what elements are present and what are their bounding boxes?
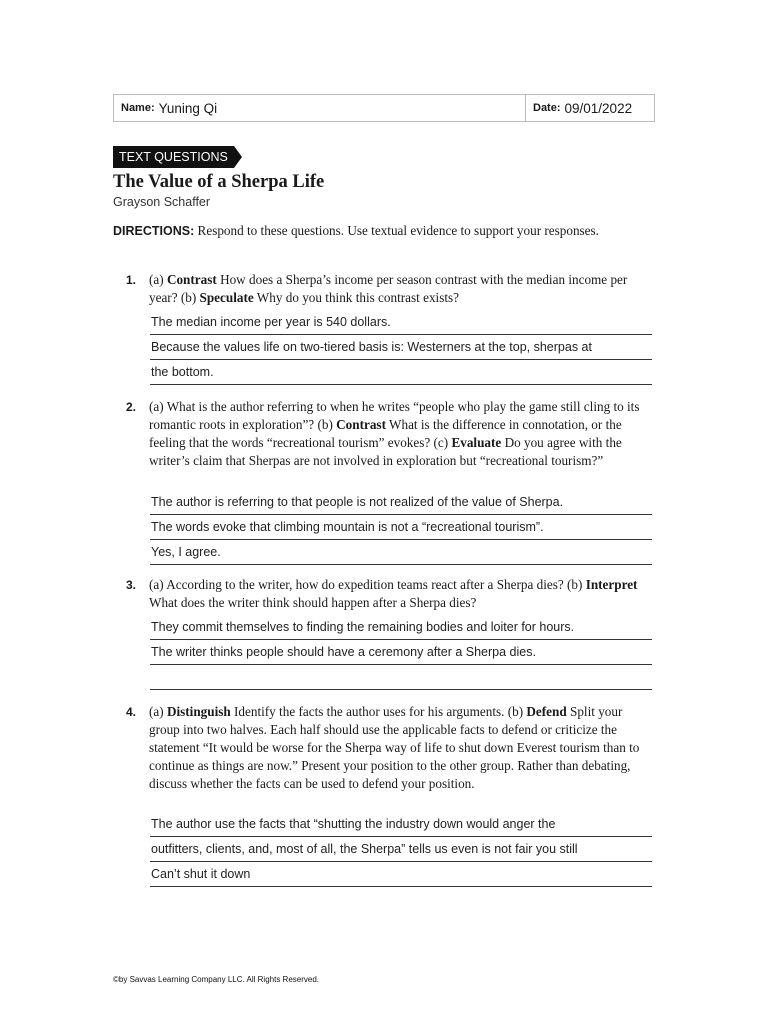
answer-line[interactable]: They commit themselves to finding the remaining bodies and loiter for hours. bbox=[150, 615, 652, 640]
question-text-segment: Why do you think this contrast exists? bbox=[253, 290, 459, 305]
page-title: The Value of a Sherpa Life bbox=[113, 172, 325, 192]
name-value: Yuning Qi bbox=[158, 100, 218, 116]
question-text-segment: Do you agree with the writer’s claim that Sherpas are not involved in exploration but “recreational tourism?” bbox=[149, 435, 622, 468]
directions bbox=[113, 222, 613, 240]
author-name: Grayson Schaffer bbox=[113, 195, 211, 209]
question-text-segment: Identify the facts the author uses for his arguments. (b) bbox=[230, 704, 527, 719]
answer-line[interactable]: Yes, I agree. bbox=[150, 540, 652, 565]
text-questions-banner bbox=[113, 146, 242, 168]
answer-line[interactable]: The writer thinks people should have a ceremony after a Sherpa dies. bbox=[150, 640, 652, 665]
answer-line[interactable] bbox=[150, 665, 652, 690]
question-keyword: Evaluate bbox=[451, 435, 502, 450]
question-keyword: Defend bbox=[526, 704, 567, 719]
date-label: Date: bbox=[533, 102, 561, 114]
question-text-segment: What does the writer think should happen after a Sherpa dies? bbox=[149, 595, 477, 610]
question-text bbox=[149, 576, 649, 612]
date-value: 09/01/2022 bbox=[564, 100, 633, 116]
question-text bbox=[149, 398, 649, 470]
answer-line[interactable]: Can’t shut it down bbox=[150, 862, 652, 887]
name-label: Name: bbox=[121, 102, 155, 114]
question-text-segment: (a) According to the writer, how do expedition teams react after a Sherpa dies? (b) bbox=[149, 577, 586, 592]
question-number: 1. bbox=[126, 273, 137, 287]
name-field[interactable] bbox=[114, 95, 526, 121]
directions-label: DIRECTIONS: bbox=[113, 224, 195, 238]
answer-line[interactable]: The median income per year is 540 dollars. bbox=[150, 310, 652, 335]
answer-line[interactable]: Because the values life on two-tiered basis is: Westerners at the top, sherpas at bbox=[150, 335, 652, 360]
date-field[interactable] bbox=[526, 95, 654, 121]
question-keyword: Contrast bbox=[166, 272, 217, 287]
question-text-segment: (a) What is the author referring to when he writes “people who play the game still cling to its romantic roots in exploration”? (b) bbox=[149, 399, 640, 432]
answer-line[interactable]: The author is referring to that people is not realized of the value of Sherpa. bbox=[150, 490, 652, 515]
copyright-footer: ©by Savvas Learning Company LLC. All Rights Reserved. bbox=[113, 975, 319, 984]
answer-line[interactable]: The author use the facts that “shutting the industry down would anger the bbox=[150, 812, 652, 837]
question-number: 3. bbox=[126, 578, 137, 592]
question-keyword: Contrast bbox=[336, 417, 386, 432]
question-keyword: Distinguish bbox=[166, 704, 231, 719]
answer-line[interactable]: The words evoke that climbing mountain is not a “recreational tourism”. bbox=[150, 515, 652, 540]
question-text-segment: Split your group into two halves. Each half should use the applicable facts to defend or criticize the statement “It would be worse for the Sherpa way of life to shut down Everest tourism than to continue as things are now.” Present your position to the other group. Rather than debating, discuss whether the facts can be used to defend your position. bbox=[149, 704, 640, 791]
answer-line[interactable]: outfitters, clients, and, most of all, the Sherpa” tells us even is not fair you still bbox=[150, 837, 652, 862]
question-number: 2. bbox=[126, 400, 137, 414]
question-text-segment: (a) bbox=[149, 272, 167, 287]
question-keyword: Interpret bbox=[585, 577, 638, 592]
question-number: 4. bbox=[126, 705, 137, 719]
banner-label: TEXT QUESTIONS bbox=[113, 146, 234, 168]
student-info-box bbox=[113, 94, 655, 122]
question-text-segment: How does a Sherpa’s income per season contrast with the median income per year? (b) bbox=[149, 272, 628, 305]
banner-arrow-icon bbox=[234, 146, 242, 168]
question-text-segment: (a) bbox=[149, 704, 167, 719]
question-text bbox=[149, 271, 649, 307]
directions-text: Respond to these questions. Use textual evidence to support your responses. bbox=[194, 223, 599, 238]
question-keyword: Speculate bbox=[199, 290, 254, 305]
answer-line[interactable]: the bottom. bbox=[150, 360, 652, 385]
question-text-segment: What is the difference in connotation, or the feeling that the words “recreational tourism” evokes? (c) bbox=[149, 417, 622, 450]
question-text bbox=[149, 703, 649, 793]
